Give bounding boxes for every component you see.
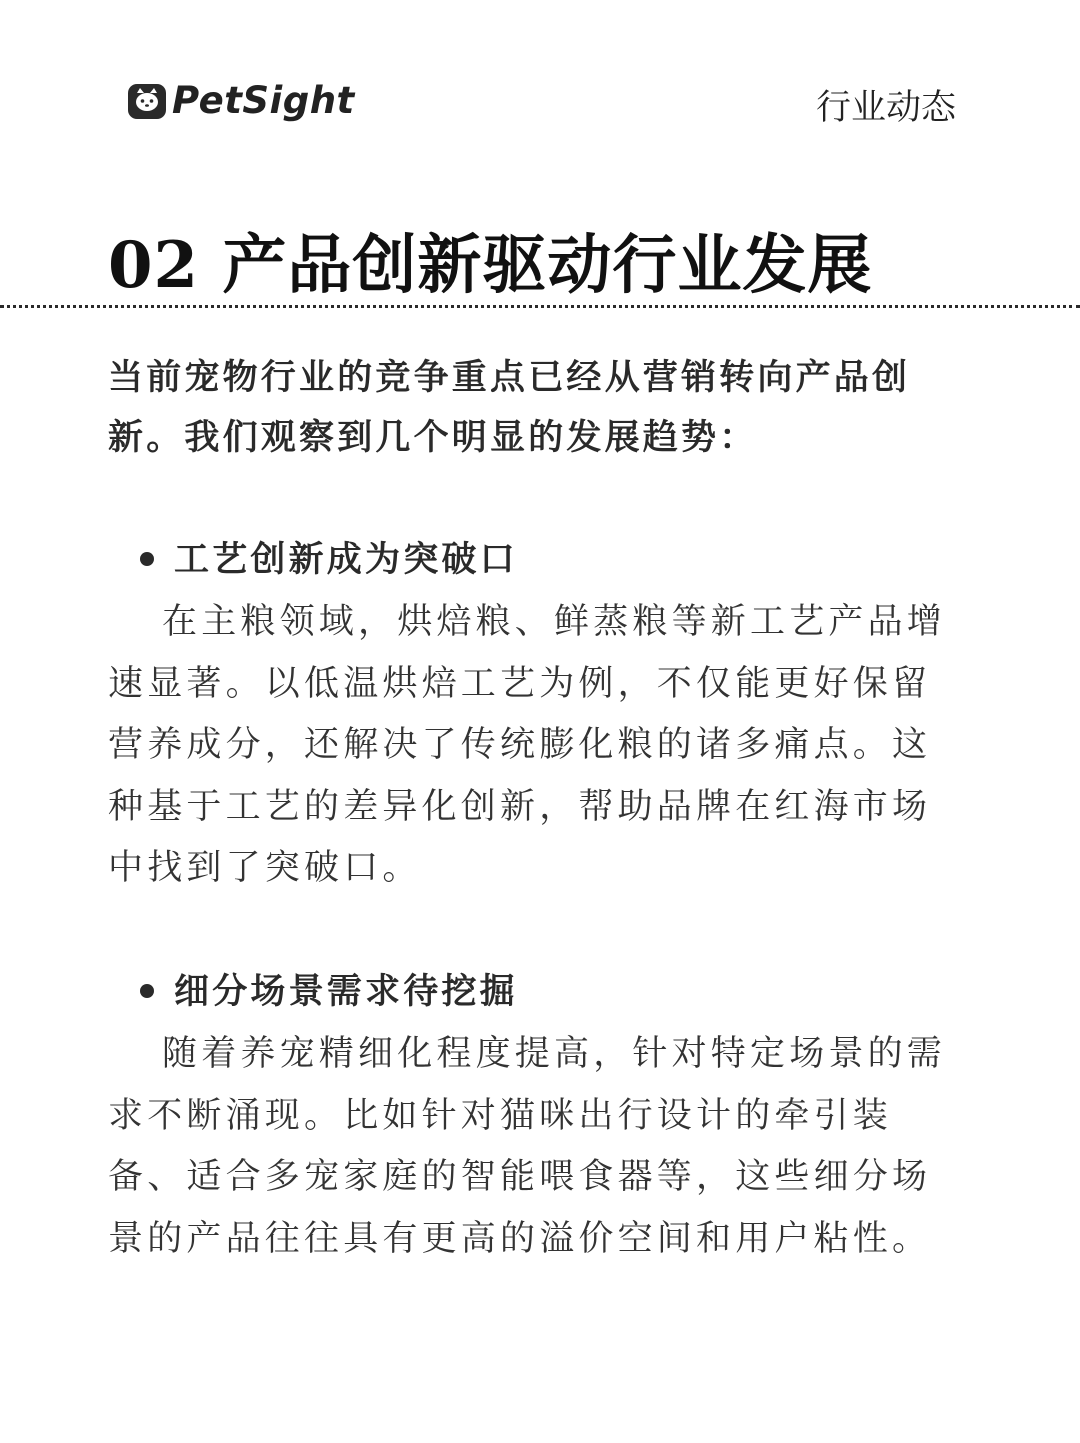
section-body: 随着养宠精细化程度提高，针对特定场景的需求不断涌现。比如针对猫咪出行设计的牵引装备、适合多宠家庭的智能喂食器等，这些细分场景的产品往往具有更高的溢价空间和用户粘性。 [108,1034,947,1259]
bullet-dot-icon [140,984,154,998]
bullet-dot-icon [140,552,154,566]
section-heading [108,962,948,1022]
trend-section-2 [108,962,948,1270]
section-title: 工艺创新成为突破口 [174,540,518,580]
section-heading [108,530,948,590]
trend-section-1 [108,530,948,900]
dotted-divider [0,305,1080,308]
pet-face-icon [126,80,168,122]
page-title: 02 产品创新驱动行业发展 [108,227,873,303]
intro-paragraph: 当前宠物行业的竞争重点已经从营销转向产品创新。我们观察到几个明显的发展趋势： [108,358,911,458]
category-label: 行业动态 [815,88,956,128]
header [0,0,1080,150]
brand-name: PetSight [172,79,355,122]
brand-logo [126,78,355,124]
section-body: 在主粮领域，烘焙粮、鲜蒸粮等新工艺产品增速显著。以低温烘焙工艺为例，不仅能更好保留营养成分，还解决了传统膨化粮的诸多痛点。这种基于工艺的差异化创新，帮助品牌在红海市场中找到了突破口。 [108,602,947,888]
section-title: 细分场景需求待挖掘 [174,972,518,1012]
